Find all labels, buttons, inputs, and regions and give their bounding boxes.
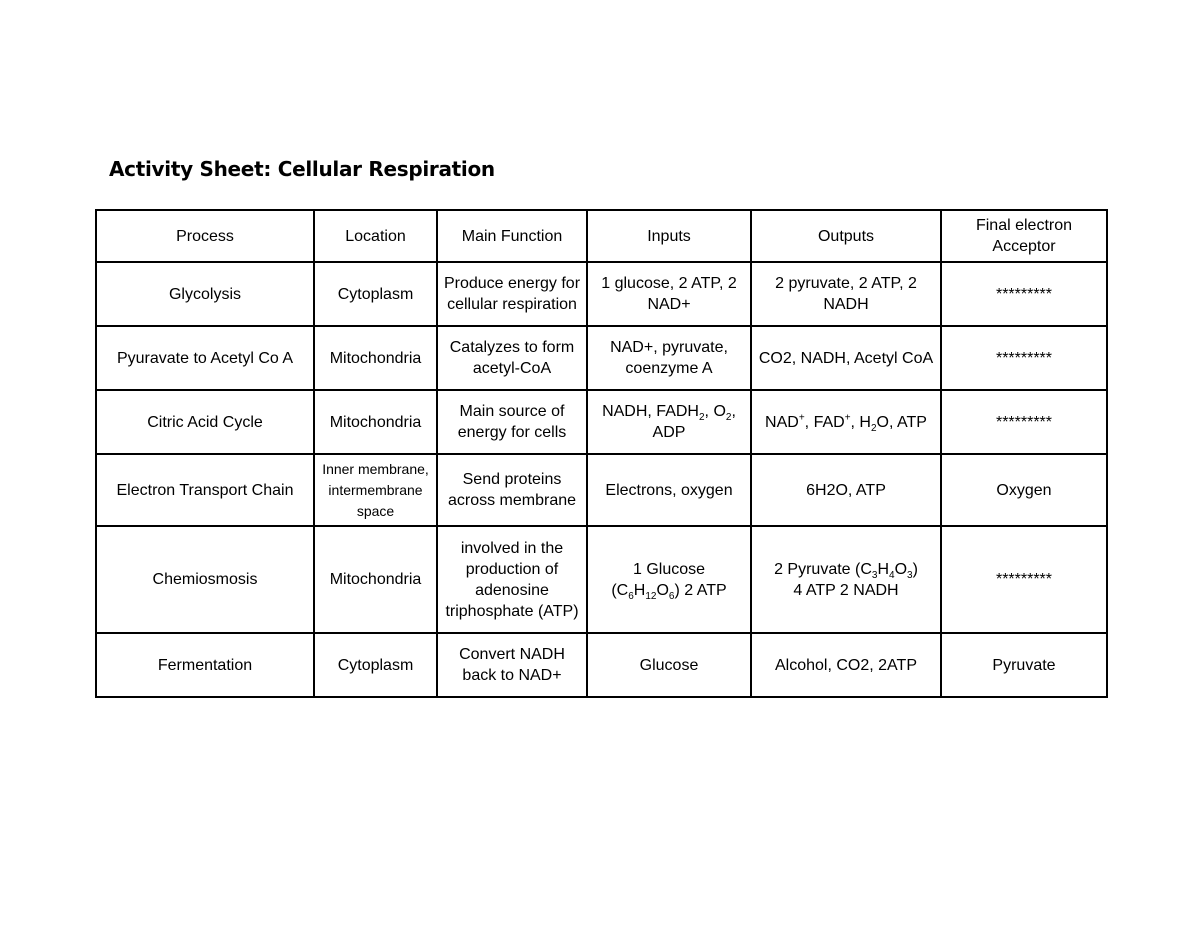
table-row <box>96 526 1107 633</box>
cell-outputs: CO2, NADH, Acetyl CoA <box>751 326 941 390</box>
header-final-electron-acceptor: Final electron Acceptor <box>941 210 1107 262</box>
cell-inputs: NAD+, pyruvate, coenzyme A <box>587 326 751 390</box>
cell-process: Chemiosmosis <box>96 526 314 633</box>
cell-final-acceptor: ********* <box>941 262 1107 326</box>
cell-outputs: 6H2O, ATP <box>751 454 941 526</box>
cell-process: Pyuravate to Acetyl Co A <box>96 326 314 390</box>
cell-process: Electron Transport Chain <box>96 454 314 526</box>
cell-process: Glycolysis <box>96 262 314 326</box>
table-header-row <box>96 210 1107 262</box>
table-row <box>96 633 1107 697</box>
cell-process: Citric Acid Cycle <box>96 390 314 454</box>
table-row <box>96 390 1107 454</box>
cell-main-function: involved in the production of adenosine triphosphate (ATP) <box>437 526 587 633</box>
cell-final-acceptor: Pyruvate <box>941 633 1107 697</box>
cell-inputs: NADH, $FADH_2$, $O_2$, ADP <box>587 390 751 454</box>
header-process: Process <box>96 210 314 262</box>
header-inputs: Inputs <box>587 210 751 262</box>
cell-location: Cytoplasm <box>314 262 437 326</box>
header-location: Location <box>314 210 437 262</box>
cell-final-acceptor: Oxygen <box>941 454 1107 526</box>
cell-main-function: Catalyzes to form acetyl-CoA <box>437 326 587 390</box>
cell-location: Inner membrane, intermembrane space <box>314 454 437 526</box>
cell-process: Fermentation <box>96 633 314 697</box>
cell-outputs: 2 pyruvate, 2 ATP, 2 NADH <box>751 262 941 326</box>
cell-main-function: Convert NADH back to NAD+ <box>437 633 587 697</box>
header-outputs: Outputs <box>751 210 941 262</box>
cell-location: Mitochondria <box>314 526 437 633</box>
header-main-function: Main Function <box>437 210 587 262</box>
cell-inputs: 1 Glucose $(C_6H_{12}O_6)$ 2 ATP <box>587 526 751 633</box>
cell-inputs: Glucose <box>587 633 751 697</box>
respiration-table <box>95 209 1108 698</box>
cell-final-acceptor: ********* <box>941 390 1107 454</box>
table-row <box>96 262 1107 326</box>
cell-final-acceptor: ********* <box>941 526 1107 633</box>
cell-inputs: Electrons, oxygen <box>587 454 751 526</box>
cell-location: Mitochondria <box>314 326 437 390</box>
cell-inputs: 1 glucose, 2 ATP, 2 NAD+ <box>587 262 751 326</box>
cell-main-function: Main source of energy for cells <box>437 390 587 454</box>
cell-main-function: Produce energy for cellular respiration <box>437 262 587 326</box>
table-row <box>96 454 1107 526</box>
cell-location: Mitochondria <box>314 390 437 454</box>
table-row <box>96 326 1107 390</box>
page-title: Activity Sheet: Cellular Respiration <box>109 157 495 181</box>
cell-main-function: Send proteins across membrane <box>437 454 587 526</box>
cell-location: Cytoplasm <box>314 633 437 697</box>
cell-outputs: 2 Pyruvate $(C_3H_4O_3)$ 4 ATP 2 NADH <box>751 526 941 633</box>
cell-outputs: NAD+, FAD+, $H_2O$, ATP <box>751 390 941 454</box>
cell-final-acceptor: ********* <box>941 326 1107 390</box>
cell-outputs: Alcohol, CO2, 2ATP <box>751 633 941 697</box>
